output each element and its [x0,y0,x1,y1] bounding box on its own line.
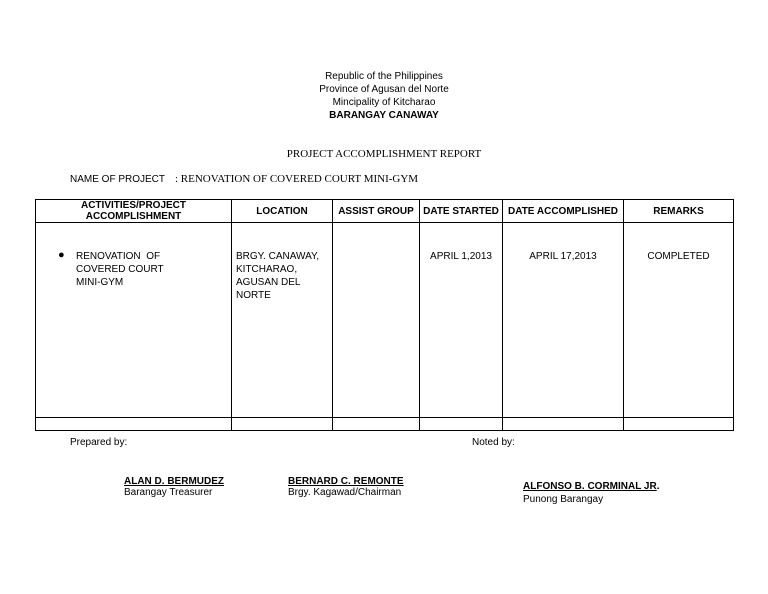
letterhead-barangay: BARANGAY CANAWAY [329,110,439,121]
location-line: KITCHARAO, [236,264,298,275]
column-header-location: LOCATION [232,200,333,223]
project-name-label: NAME OF PROJECT [70,174,166,185]
location-line: AGUSAN DEL NORTE [236,277,301,301]
empty-cell [36,418,232,431]
signatory-title: Punong Barangay [523,494,604,505]
signatory-punong-barangay [523,476,660,505]
remarks-value: COMPLETED [647,251,710,262]
bullet-icon: ● [58,249,65,261]
cell-date-accomplished [503,223,624,418]
signatory-name: BERNARD C. REMONTE [288,476,404,487]
signatory-kagawad [288,476,404,498]
letterhead [0,70,768,122]
signatory-name: ALAN D. BERMUDEZ [124,476,224,487]
activity-line: RENOVATION OF [76,251,161,262]
column-header-assist-group: ASSIST GROUP [333,200,420,223]
cell-remarks [624,223,734,418]
noted-by-label: Noted by: [472,437,515,448]
column-header-date-started: DATE STARTED [420,200,503,223]
letterhead-province: Province of Agusan del Norte [319,84,449,95]
signatory-treasurer [124,476,224,498]
empty-cell [333,418,420,431]
location-line: BRGY. CANAWAY, [236,251,320,262]
column-header-remarks: REMARKS [624,200,734,223]
cell-date-started [420,223,503,418]
empty-cell [624,418,734,431]
signatory-title: Barangay Treasurer [124,487,213,498]
cell-assist-group [333,223,420,418]
empty-cell [503,418,624,431]
activity-line: MINI-GYM [76,277,124,288]
letterhead-municipality: Mincipality of Kitcharao [332,97,436,108]
signatory-title: Brgy. Kagawad/Chairman [288,487,402,498]
table-empty-row [36,418,734,431]
assist-group-value [333,223,419,250]
date-started-value: APRIL 1,2013 [430,251,492,262]
signatory-name: ALFONSO B. CORMINAL JR [523,481,657,492]
column-header-date-accomplished: DATE ACCOMPLISHED [503,200,624,223]
prepared-by-label: Prepared by: [70,437,128,448]
letterhead-country: Republic of the Philippines [325,71,443,82]
report-title: PROJECT ACCOMPLISHMENT REPORT [286,148,482,160]
table-header-row [36,200,734,223]
activity-line: COVERED COURT [76,264,164,275]
date-accomplished-value: APRIL 17,2013 [529,251,597,262]
empty-cell [420,418,503,431]
signatory-name-suffix: . [656,481,660,492]
accomplishment-table [35,199,734,431]
empty-cell [232,418,333,431]
project-name-value: : RENOVATION OF COVERED COURT MINI-GYM [175,173,419,185]
column-header-activities: ACTIVITIES/PROJECT ACCOMPLISHMENT [36,200,232,223]
cell-location [232,223,333,418]
table-row [36,223,734,418]
cell-activity [36,223,232,418]
